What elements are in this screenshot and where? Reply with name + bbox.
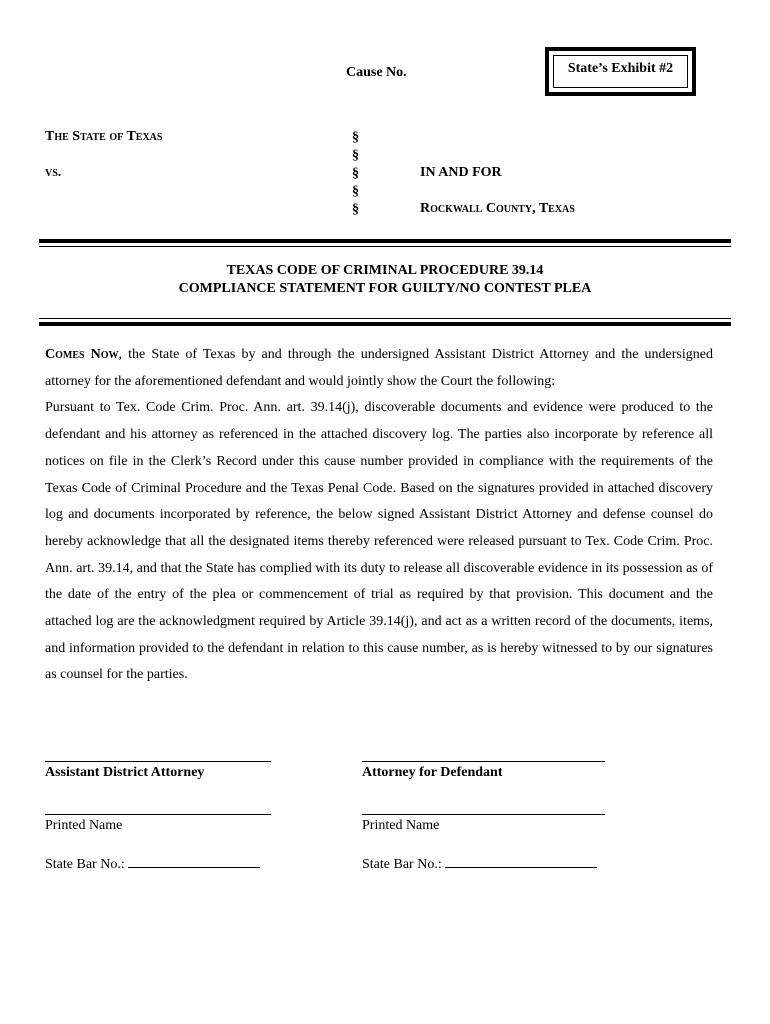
statement-body [45,342,713,689]
bar-number-row-ada [45,854,260,873]
body-paragraph: Pursuant to Tex. Code Crim. Proc. Ann. art. 39.14(j), discoverable documents and evidence were produced to the defendant and his attorney as referenced in the attached discovery log. The parties also incorporate by reference all notices on file in the Clerk’s Record under this cause number provided in compliance with the requirements of the Texas Code of Criminal Procedure and the Texas Penal Code. Based on the signatures provided in attached discovery log and documents incorporated by reference, the below signed Assistant District Attorney and defense counsel do hereby acknowledge that all the designated items thereby referenced were released pursuant to Tex. Code Crim. Proc. Ann. art. 39.14, and that the State has complied with its duty to release all discoverable evidence in its possession as of the date of the entry of the plea or commencement of trial as required by that provision. This document and the attached log are the acknowledgment required by Article 39.14(j), and act as a written record of the documents, items, and information provided to the defendant in relation to this cause number, as is hereby witnessed to by our signatures as counsel for the parties. [45,400,713,683]
party-state: The State of Texas [45,129,163,144]
section-symbol: § [352,148,359,163]
divider-rule [39,318,731,319]
signature-role-defense: Attorney for Defendant [362,765,503,780]
section-symbol: § [352,184,359,199]
party-versus: vs. [45,165,62,180]
paragraph-text: , the State of Texas by and through the undersigned Assistant District Attorney and the undersigned attorney for the aforementioned defendant and would jointly show the Court the following: [45,347,713,389]
divider-rule [39,246,731,247]
document-title-line-2: COMPLIANCE STATEMENT FOR GUILTY/NO CONTEST PLEA [178,281,592,296]
bar-number-row-defense [362,854,597,873]
printed-name-label-ada: Printed Name [45,818,123,833]
printed-name-line-defense[interactable] [362,814,605,815]
document-title-line-1: TEXAS CODE OF CRIMINAL PROCEDURE 39.14 [226,263,544,278]
section-symbol: § [352,166,359,181]
comes-now-lead: Comes Now [45,347,119,362]
signature-line-ada[interactable] [45,761,271,762]
bar-number-label: State Bar No.: [362,857,442,872]
divider-rule [39,239,731,243]
cause-number-label: Cause No. [346,65,407,80]
court-county: Rockwall County, Texas [420,201,575,216]
exhibit-label: State’s Exhibit #2 [567,61,674,76]
bar-number-blank-defense[interactable] [445,854,597,868]
exhibit-stamp [545,47,696,96]
bar-number-label: State Bar No.: [45,857,125,872]
divider-rule [39,322,731,326]
signature-line-defense[interactable] [362,761,605,762]
court-in-and-for: IN AND FOR [420,165,502,180]
printed-name-label-defense: Printed Name [362,818,440,833]
body-paragraph [45,342,713,395]
section-symbol: § [352,130,359,145]
section-symbol-column [352,129,359,219]
bar-number-blank-ada[interactable] [128,854,260,868]
printed-name-line-ada[interactable] [45,814,271,815]
signature-role-ada: Assistant District Attorney [45,765,205,780]
section-symbol: § [352,202,359,217]
